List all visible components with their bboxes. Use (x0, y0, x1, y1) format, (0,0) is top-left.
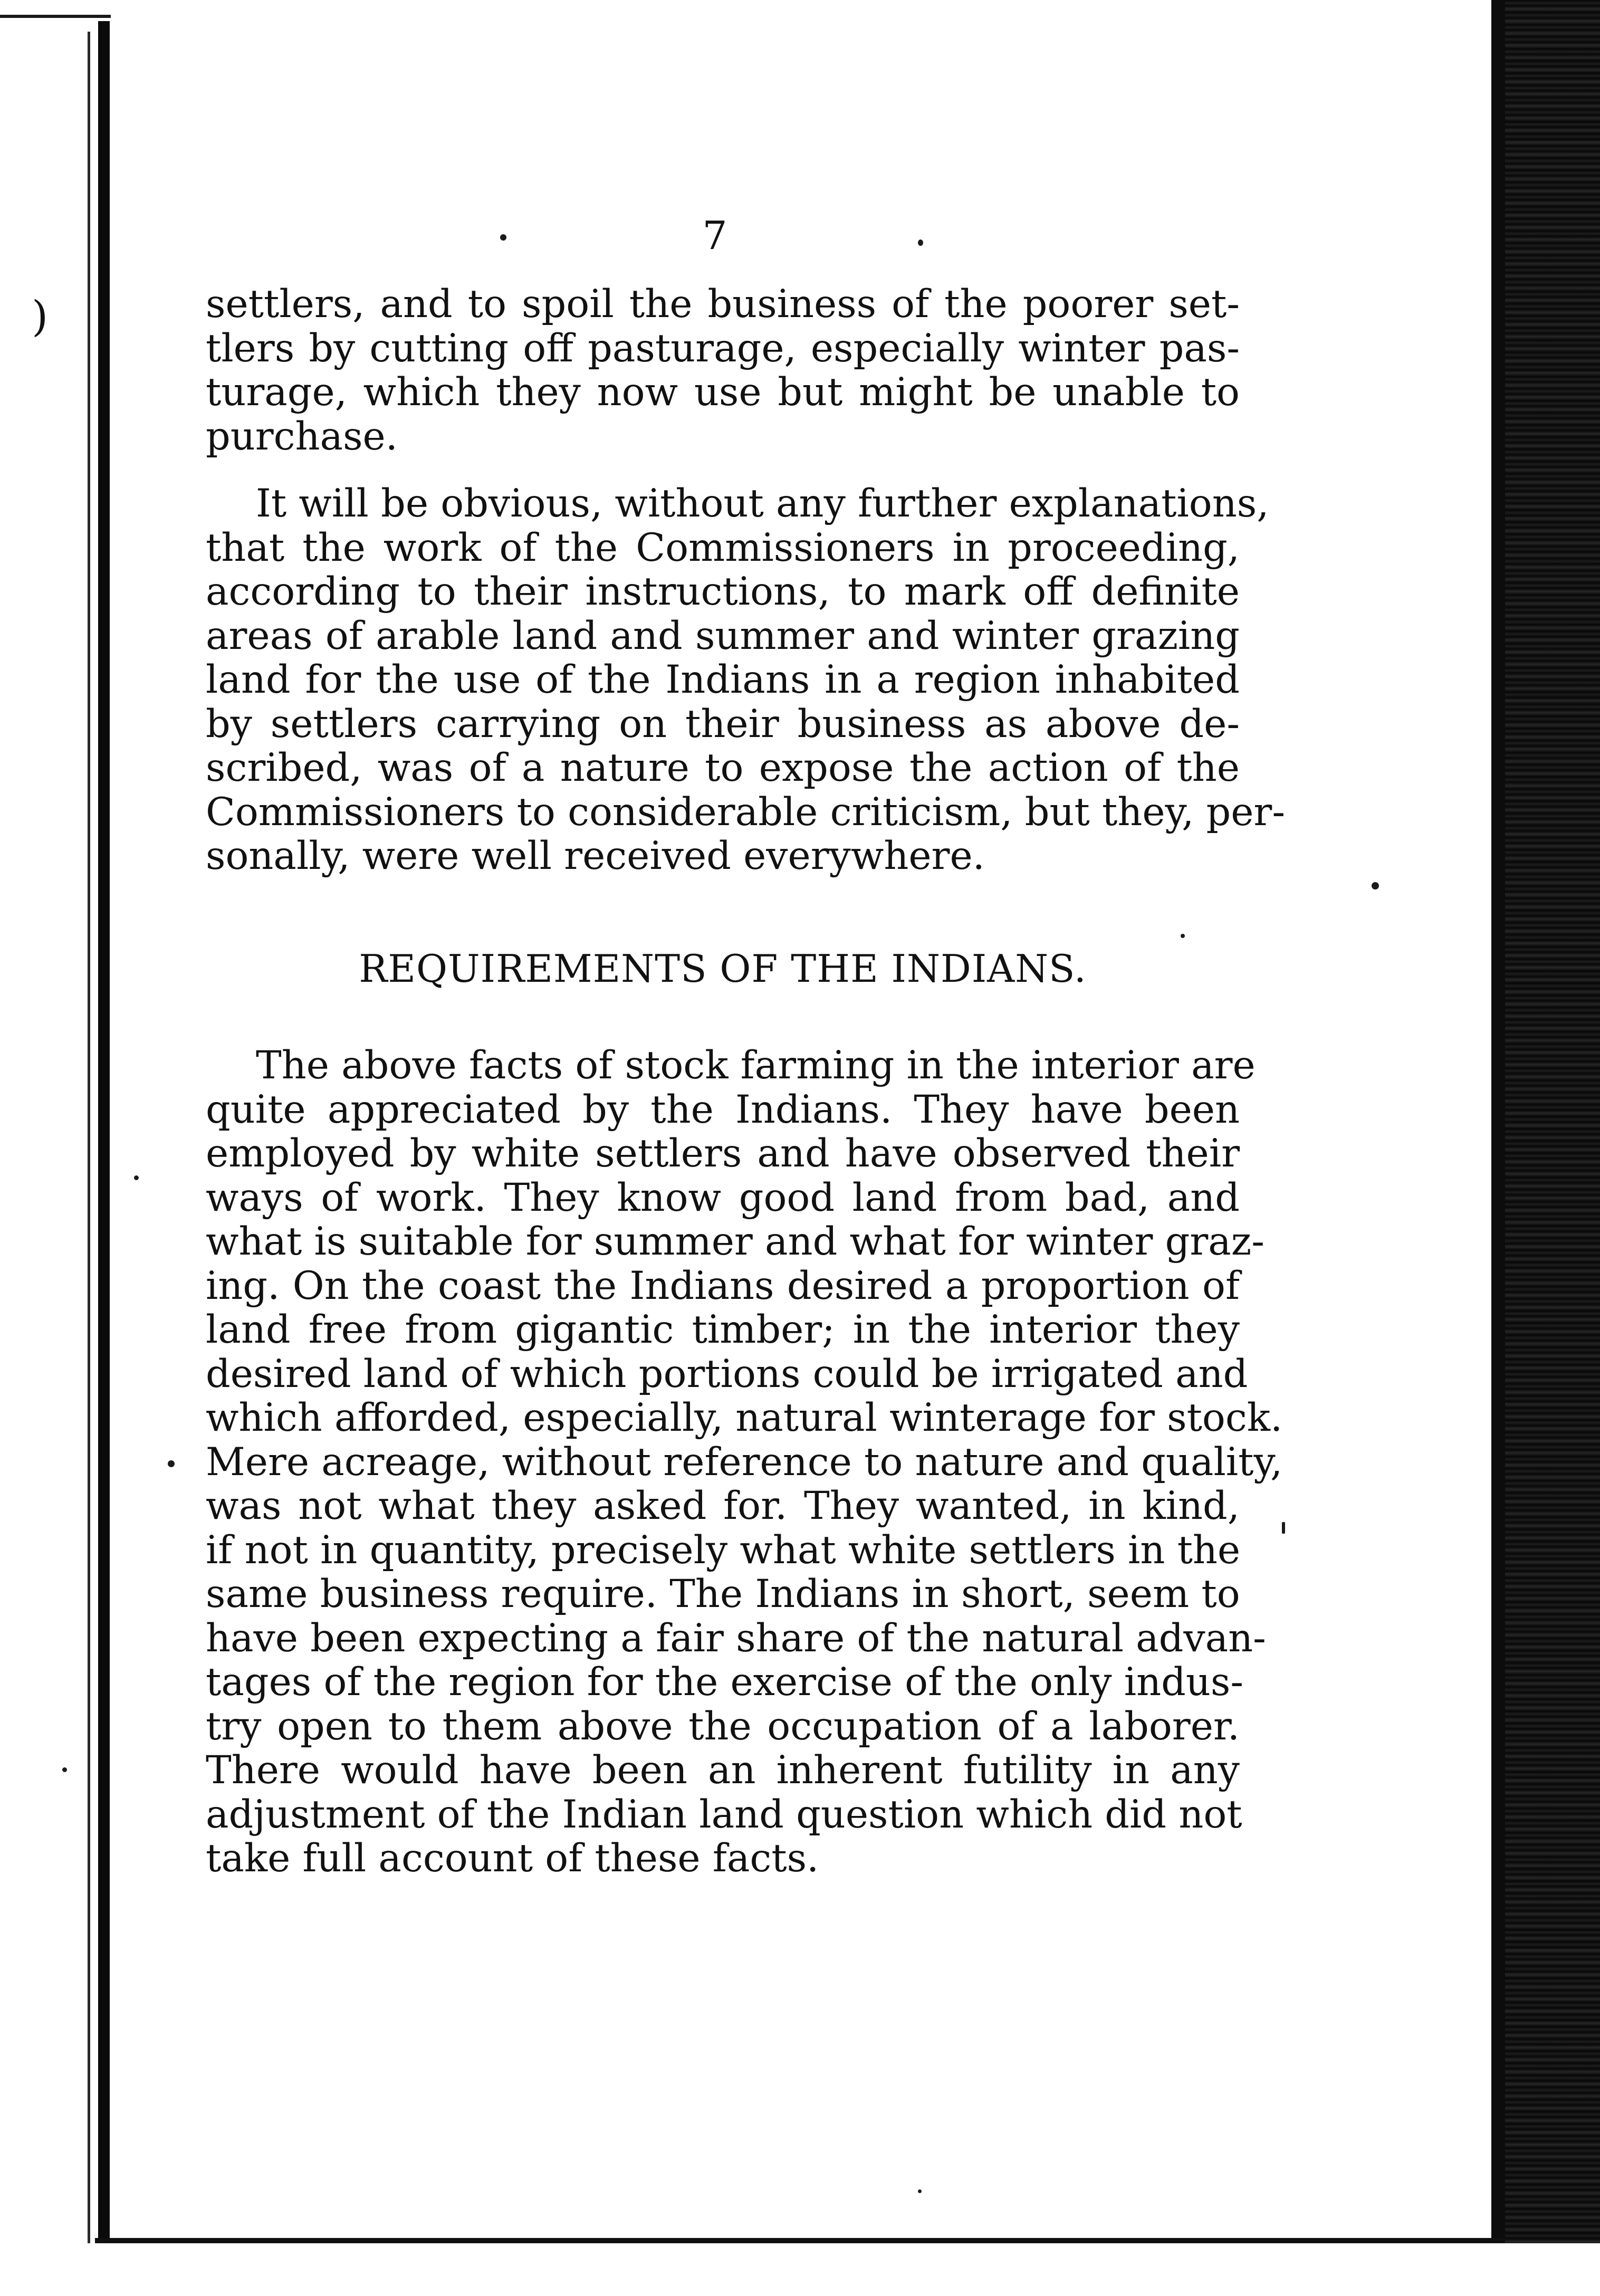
paragraph (206, 282, 1240, 458)
text-line: try open to them above the occupation of a laborer. (206, 1704, 1240, 1749)
text-line: Commissioners to considerable criticism, but they, per- (206, 789, 1285, 835)
binding-rule-thick (98, 21, 110, 2253)
text-line: land for the use of the Indians in a region inhabited (206, 657, 1240, 702)
ink-speck (1282, 1522, 1285, 1534)
text-line: that the work of the Commissioners in proceeding, (206, 525, 1240, 570)
top-edge-rule (0, 15, 111, 18)
text-line: take full account of these facts. (206, 1836, 819, 1881)
ink-speck (134, 1175, 139, 1180)
text-line: which afforded, especially, natural winterage for stock. (206, 1395, 1283, 1440)
ink-speck (500, 234, 506, 241)
paragraph (206, 481, 1285, 878)
paragraph (206, 1043, 1283, 1881)
page-number: 7 (702, 213, 727, 259)
ink-speck (168, 1460, 175, 1467)
ink-speck (1181, 934, 1185, 938)
text-line: It will be obvious, without any further explanations, (256, 481, 1269, 526)
text-line: land free from gigantic timber; in the interior they (206, 1307, 1240, 1352)
paragraph-continuation (206, 282, 1240, 458)
text-line: There would have been an inherent futility in any (206, 1748, 1240, 1793)
margin-mark: ) (32, 292, 49, 341)
text-line: quite appreciated by the Indians. They have been (206, 1087, 1240, 1132)
text-line: settlers, and to spoil the business of the poorer set- (206, 282, 1240, 327)
text-line: sonally, were well received everywhere. (206, 834, 985, 878)
text-line: desired land of which portions could be irrigated and (206, 1351, 1248, 1396)
text-line: The above facts of stock farming in the interior are (256, 1043, 1256, 1088)
text-line: employed by white settlers and have observed their (206, 1131, 1240, 1176)
right-scan-edge (1505, 0, 1600, 2296)
text-line: ing. On the coast the Indians desired a proportion of (206, 1263, 1240, 1308)
ink-speck (1372, 882, 1379, 889)
text-line: turage, which they now use but might be unable to (206, 370, 1240, 415)
text-line: areas of arable land and summer and winter grazing (206, 613, 1240, 658)
text-line: according to their instructions, to mark off definite (206, 569, 1240, 614)
ink-speck (918, 2189, 922, 2193)
text-line: purchase. (206, 414, 398, 459)
ink-speck (918, 240, 923, 246)
binding-rule-thin (88, 32, 90, 2247)
bottom-margin (0, 2243, 1600, 2296)
paragraph-requirements (206, 1043, 1283, 1881)
text-line: ways of work. They know good land from bad, and (206, 1175, 1240, 1220)
right-edge-border (1491, 0, 1505, 2296)
ink-speck (62, 1767, 67, 1772)
text-line: what is suitable for summer and what for winter graz- (206, 1219, 1264, 1264)
text-line: adjustment of the Indian land question which did not (206, 1792, 1242, 1837)
text-line: if not in quantity, precisely what white settlers in the (206, 1527, 1241, 1573)
text-line: tlers by cutting off pasturage, especially winter pas- (206, 326, 1240, 371)
bottom-edge-rule (95, 2238, 1505, 2243)
paragraph-commissioners (206, 481, 1285, 878)
text-line: tages of the region for the exercise of the only indus- (206, 1660, 1244, 1705)
text-line: scribed, was of a nature to expose the action of the (206, 745, 1240, 790)
text-line: by settlers carrying on their business as above de- (206, 701, 1240, 747)
text-line: was not what they asked for. They wanted, in kind, (206, 1484, 1240, 1528)
text-line: same business require. The Indians in short, seem to (206, 1572, 1240, 1616)
text-line: have been expecting a fair share of the natural advan- (206, 1615, 1266, 1661)
text-line: Mere acreage, without reference to nature and quality, (206, 1439, 1283, 1485)
section-heading: REQUIREMENTS OF THE INDIANS. (359, 946, 1087, 991)
